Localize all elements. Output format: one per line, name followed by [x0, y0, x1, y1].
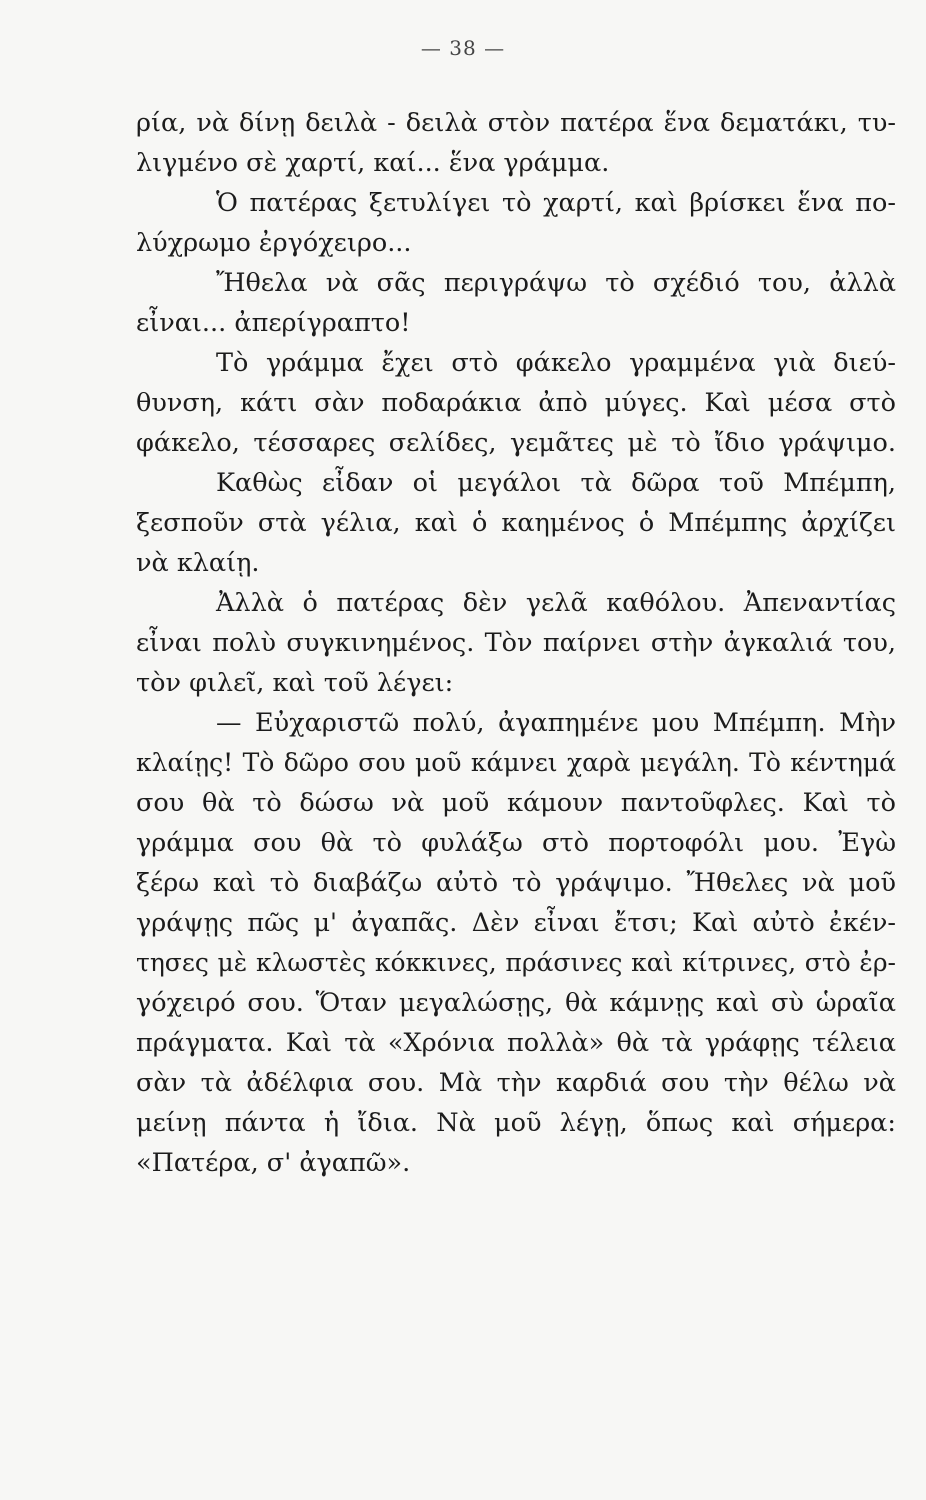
page-number: — 38 —	[420, 36, 506, 60]
text-line: θυνση, κάτι σὰν ποδαράκια ἀπὸ μύγες. Καὶ μέσα στὸ	[136, 388, 896, 418]
text-line: τησες μὲ κλωστὲς κόκκινες, πράσινες καὶ κίτρινες, στὸ ἐρ-	[136, 948, 896, 977]
text-line: τὸν φιλεῖ, καὶ τοῦ λέγει:	[136, 668, 454, 698]
text-line: γράμμα σου θὰ τὸ φυλάξω στὸ πορτοφόλι μου. Ἐγὼ	[136, 828, 896, 858]
text-line: Καθὼς εἶδαν οἱ μεγάλοι τὰ δῶρα τοῦ Μπέμπη,	[216, 468, 896, 498]
text-line: πράγματα. Καὶ τὰ «Χρόνια πολλὰ» θὰ τὰ γράφῃς τέλεια	[136, 1028, 896, 1058]
text-line: φάκελο, τέσσαρες σελίδες, γεμᾶτες μὲ τὸ ἴδιο γράψιμο.	[136, 428, 896, 458]
text-line: Τὸ γράμμα ἔχει στὸ φάκελο γραμμένα γιὰ διεύ-	[216, 348, 896, 378]
text-line: λιγμένο σὲ χαρτί, καί... ἕνα γράμμα.	[136, 148, 610, 178]
text-line: ξέρω καὶ τὸ διαβάζω αὐτὸ τὸ γράψιμο. Ἤθελες νὰ μοῦ	[136, 868, 896, 898]
text-line: Ἀλλὰ ὁ πατέρας δὲν γελᾶ καθόλου. Ἀπεναντίας	[216, 588, 896, 618]
text-line: σὰν τὰ ἀδέλφια σου. Μὰ τὴν καρδιά σου τὴν θέλω νὰ	[136, 1068, 896, 1098]
text-line: Ὁ πατέρας ξετυλίγει τὸ χαρτί, καὶ βρίσκει ἕνα πο-	[216, 188, 896, 218]
text-line: Ἤθελα νὰ σᾶς περιγράψω τὸ σχέδιό του, ἀλλὰ	[216, 268, 896, 298]
text-line: μείνῃ πάντα ἡ ἴδια. Νὰ μοῦ λέγῃ, ὅπως καὶ σήμερα:	[136, 1108, 896, 1138]
text-line: εἶναι... ἀπερίγραπτο!	[136, 308, 411, 338]
text-line: ρία, νὰ δίνῃ δειλὰ - δειλὰ στὸν πατέρα ἕνα δεματάκι, τυ-	[136, 108, 896, 138]
text-line: ξεσποῦν στὰ γέλια, καὶ ὁ καημένος ὁ Μπέμπης ἀρχίζει	[136, 508, 896, 538]
text-line: γράψῃς πῶς μ' ἀγαπᾶς. Δὲν εἶναι ἔτσι; Καὶ αὐτὸ ἐκέν-	[136, 908, 896, 938]
text-line: — Εὐχαριστῶ πολύ, ἀγαπημένε μου Μπέμπη. Μὴν	[216, 708, 896, 738]
text-line: γόχειρό σου. Ὅταν μεγαλώσῃς, θὰ κάμνῃς καὶ σὺ ὡραῖα	[136, 988, 896, 1018]
text-line: νὰ κλαίῃ.	[136, 548, 260, 578]
text-line: «Πατέρα, σ' ἀγαπῶ».	[136, 1148, 411, 1178]
text-line: σου θὰ τὸ δώσω νὰ μοῦ κάμουν παντοῦφλες. Καὶ τὸ	[136, 788, 896, 818]
text-line: εἶναι πολὺ συγκινημένος. Τὸν παίρνει στὴν ἀγκαλιά του,	[136, 628, 896, 658]
text-line: κλαίῃς! Τὸ δῶρο σου μοῦ κάμνει χαρὰ μεγάλη. Τὸ κέντημά	[136, 748, 896, 777]
text-line: λύχρωμο ἐργόχειρο...	[136, 228, 412, 258]
